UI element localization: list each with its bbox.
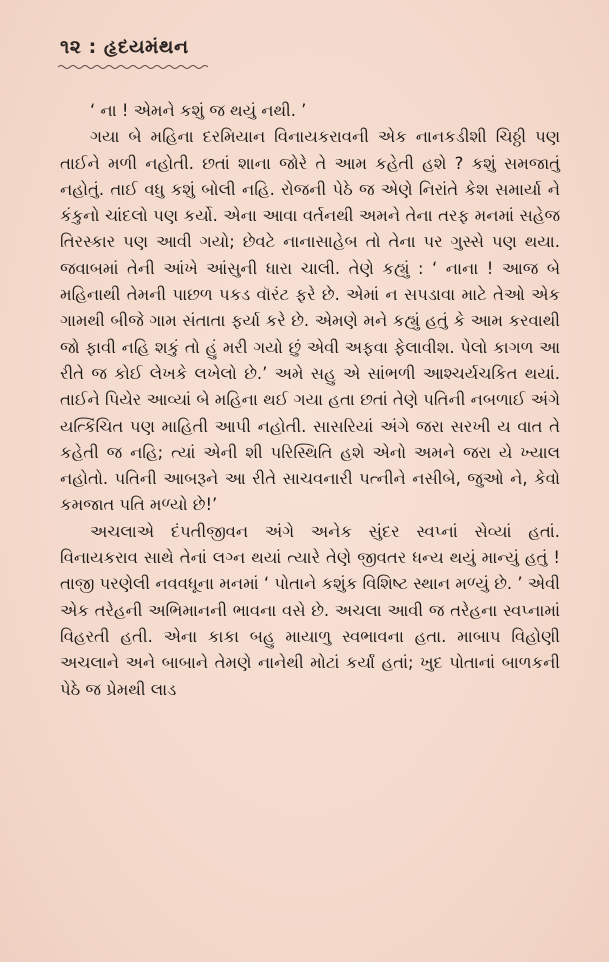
running-header: [60, 36, 189, 58]
body-text: [60, 98, 560, 703]
book-title: હૃદયમંથન: [103, 36, 189, 58]
page-number: ૧૨: [60, 36, 82, 58]
wavy-underline: [58, 64, 208, 70]
paragraph-achala: અચલાએ દંપતીજીવન અંગે અનેક સુંદર સ્વપ્નાં સેવ્યાં હતાં. વિનાયકરાવ સાથે તેનાં લગ્ન થયાં ત્યારે તેણે જીવતર ધન્ય થયું માન્યું હતું ! તાજી પરણેલી નવવધૂના મનમાં ‘ પોતાને કશુંક વિશિષ્ટ સ્થાન મળ્યું છે. ’ એવી એક તરેહની અભિમાનની ભાવના વસે છે. અચલા આવી જ તરેહના સ્વપ્નામાં વિહરતી હતી. એના કાકા બહુ માયાળુ સ્વભાવના હતા. માબાપ વિહોણી અચલાને અને બાબાને તેમણે નાનેથી મોટાં કર્યાં હતાં; ખુદ પોતાનાં બાળકની પેઠે જ પ્રેમથી લાડ: [60, 521, 560, 699]
paragraph-quote: ‘ ના ! એમને કશું જ થયું નથી. ’: [90, 101, 307, 120]
paragraph-narrative: ગયા બે મહિના દરમિયાન વિનાયકરાવની એક નાનકડીશી ચિઠ્ઠી પણ તાઈને મળી નહોતી. છતાં શાના જોરે તે આમ કહેતી હશે ? કશું સમજાતું નહોતું. તાઈ વધુ કશું બોલી નહિ. રોજની પેઠે જ એણે નિરાંતે કેશ સમાર્યા ને કંકુનો ચાંદલો પણ કર્યો. એના આવા વર્તનથી અમને તેના તરફ મનમાં સહેજ તિરસ્કાર પણ આવી ગયો; છેવટે નાનાસાહેબ તો તેના પર ગુસ્સે પણ થયા. જવાબમાં તેની આંખે આંસુની ધારા ચાલી. તેણે કહ્યું : ‘ નાના ! આજ બે મહિનાથી તેમની પાછળ પકડ વૉરંટ ફરે છે. એમાં ન સપડાવા માટે તેઓ એક ગામથી બીજે ગામ સંતાતા ફર્યા કરે છે. એમણે મને કહ્યું હતું કે આમ કરવાથી જો ફાવી નહિ શકું તો હું મરી ગયો છું એવી અફવા ફેલાવીશ. પેલો કાગળ આ રીતે જ કોઈ લેખકે લખેલો છે.’ અમે સહુ એ સાંભળી આશ્ચર્યચકિત થયાં. તાઈને પિયેર આવ્યાં બે મહિના થઈ ગયા હતા છતાં તેણે પતિની નબળાઈ અંગે યત્કિંચિત પણ માહિતી આપી નહોતી. સાસરિયાં અંગે જરા સરખી ય વાત તે કહેતી જ નહિ; ત્યાં એની શી પરિસ્થિતિ હશે એનો અમને જરા યે ખ્યાલ નહોતો. પતિની આબરૂને આ રીતે સાચવનારી પત્નીને નસીબે, જુઓ ને, કેવો કમજાત પતિ મળ્યો છે!’: [60, 127, 560, 515]
header-separator: :: [88, 36, 97, 58]
